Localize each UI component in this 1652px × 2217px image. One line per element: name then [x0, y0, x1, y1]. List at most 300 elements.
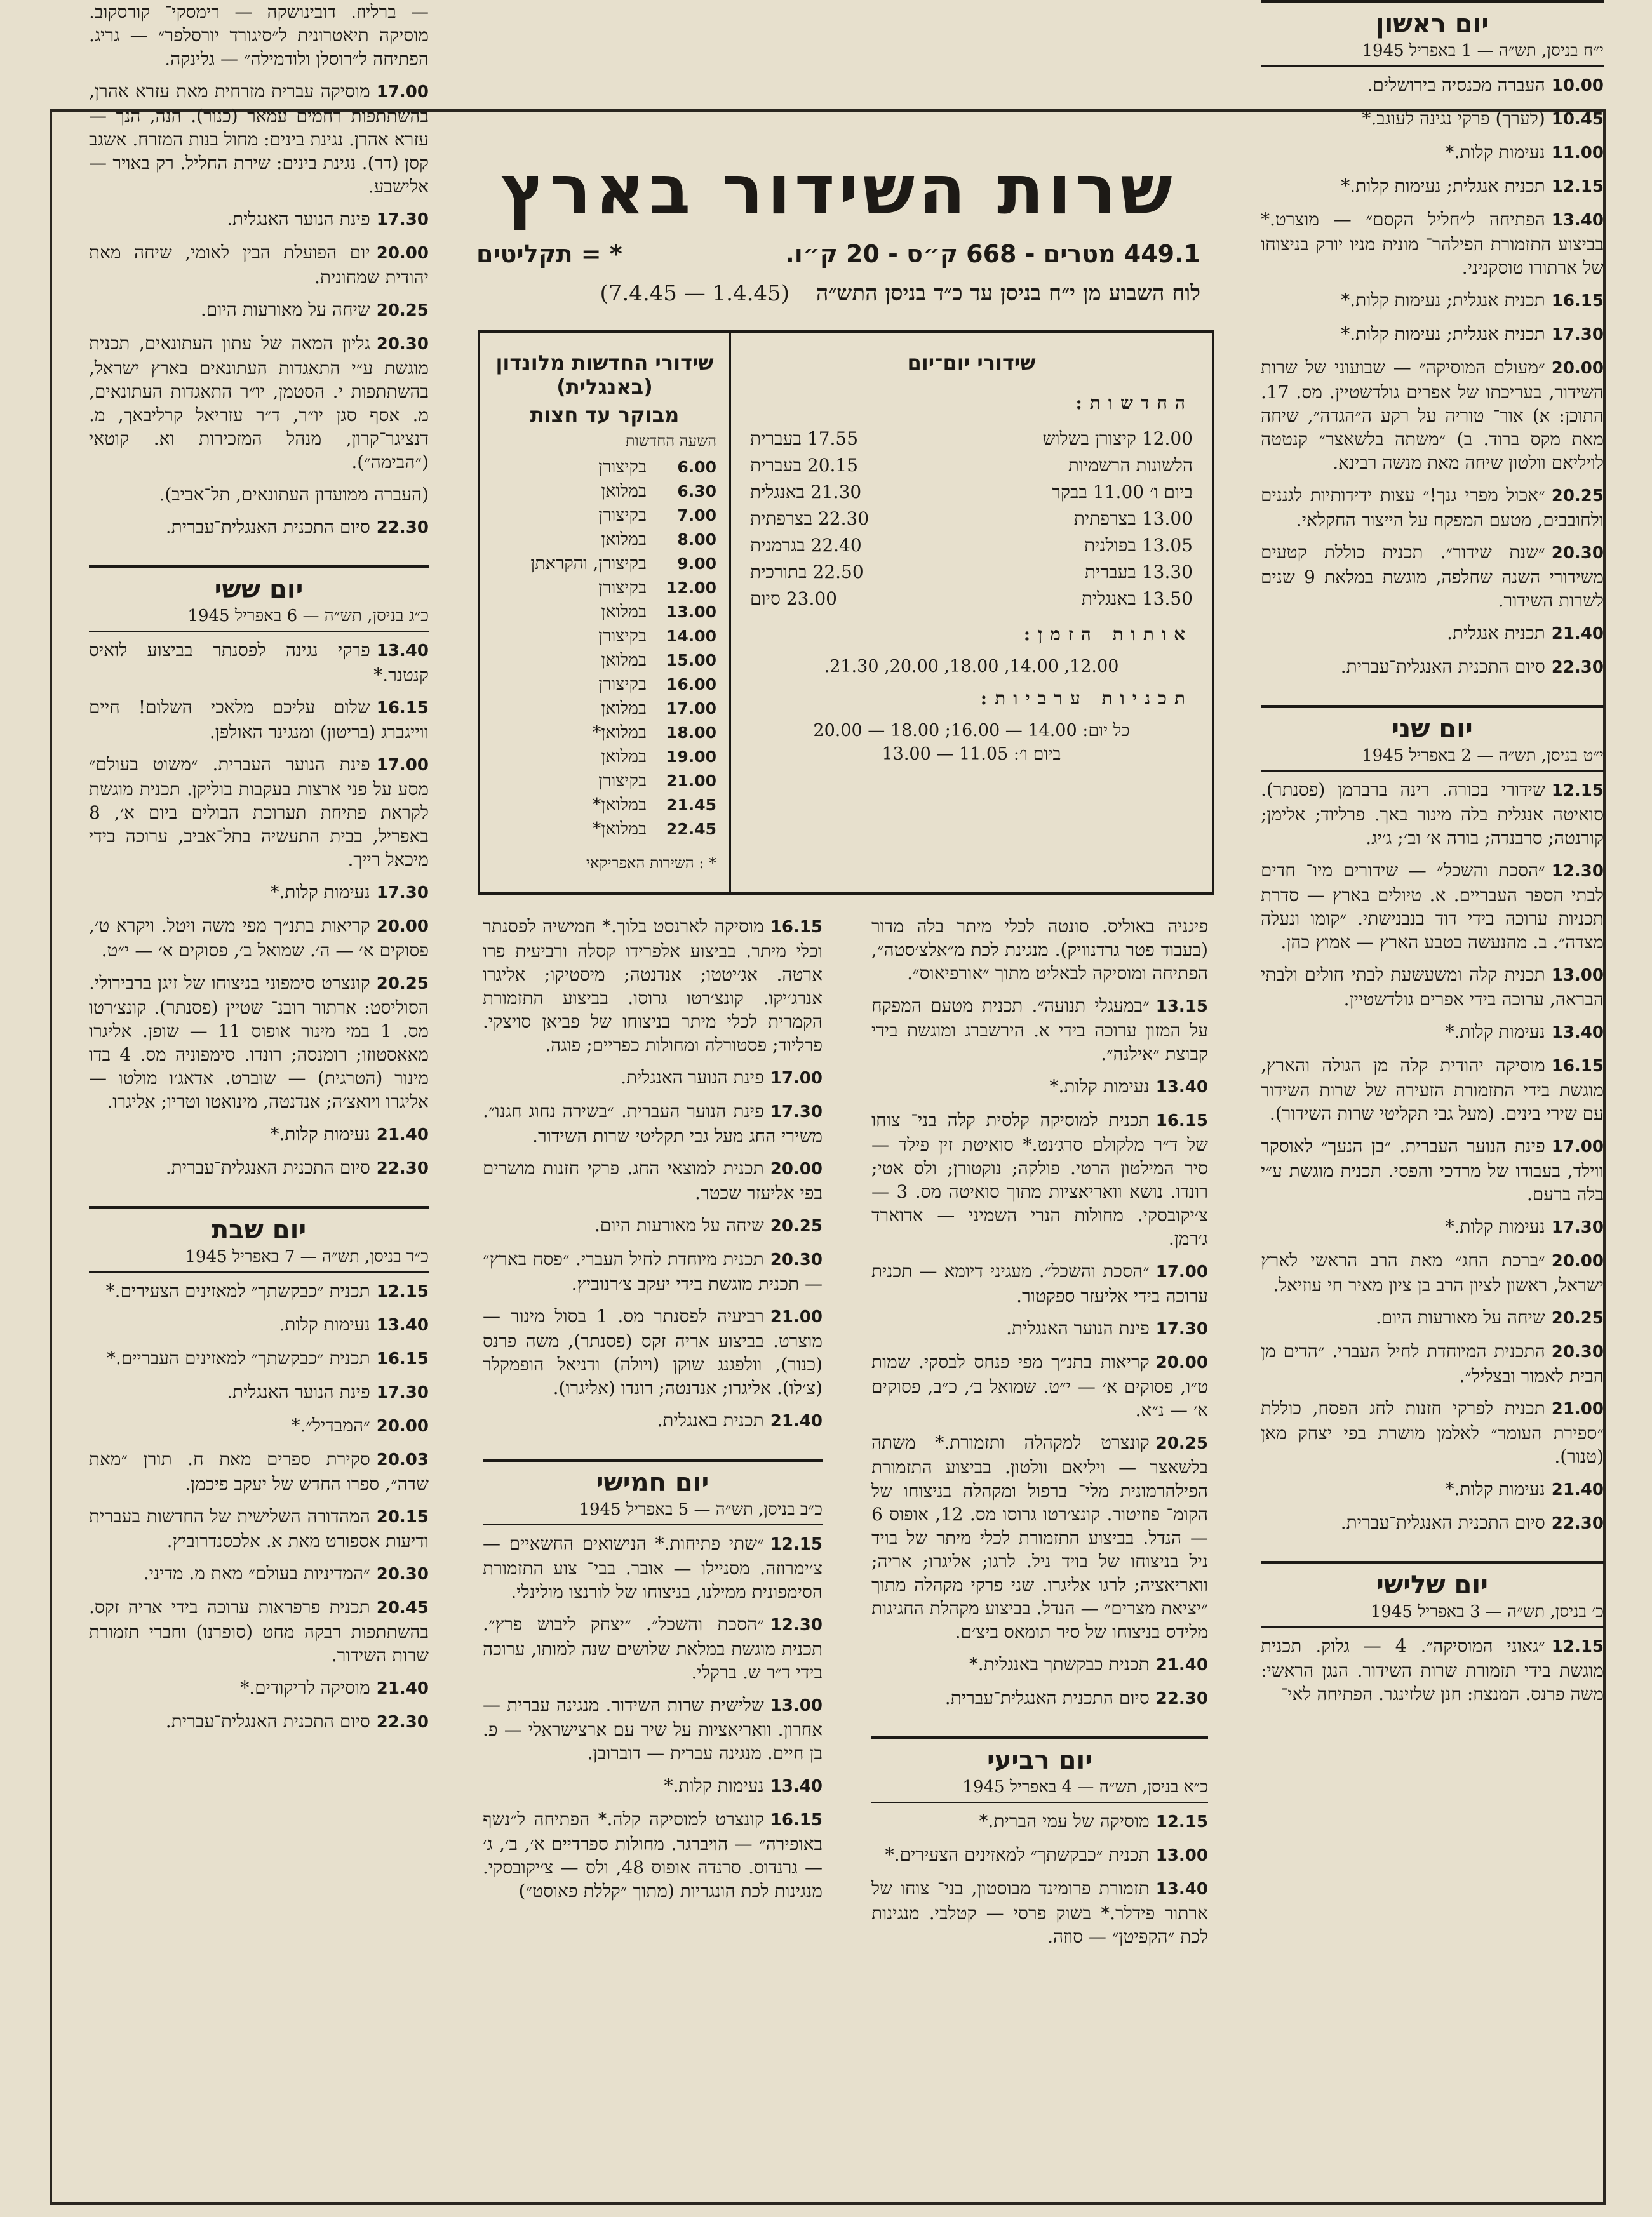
page-title: שרות השידור בארץ — [500, 151, 1176, 230]
program-time: 17.00 — [1155, 1263, 1208, 1282]
london-time: 17.00 — [666, 699, 716, 718]
program-entry — [1261, 540, 1604, 612]
news-row-left: 22.30 בצרפתית — [750, 508, 870, 529]
day-title: יום ששי — [214, 575, 304, 604]
london-row — [493, 817, 716, 841]
program-text: תכנית ״כבקשתך״ למאזינים העבריים.* — [106, 1348, 370, 1369]
news-row-right: 13.05 בפולנית — [1084, 535, 1193, 556]
program-entry — [1261, 1477, 1604, 1502]
program-time: 16.15 — [1155, 1111, 1208, 1130]
london-text: בקיצורן, והקראתן — [530, 554, 647, 573]
london-time: 14.00 — [666, 627, 716, 645]
london-rows — [493, 455, 716, 841]
program-entry — [1261, 1339, 1604, 1388]
program-text: שיחה על מאורעות היום. — [200, 299, 370, 320]
program-time: 20.00 — [1551, 1252, 1604, 1271]
program-text: תכנית אנגלית; נעימות קלות.* — [1341, 323, 1545, 344]
news-row-left: 20.15 בעברית — [750, 455, 859, 476]
london-row — [493, 455, 716, 479]
program-entry — [1261, 73, 1604, 98]
program-time: 16.15 — [770, 918, 823, 937]
day-date: כ״ד בניסן, תש״ה — 7 באפריל 1945 — [89, 1247, 429, 1273]
program-entry — [483, 1693, 823, 1765]
program-entry — [89, 695, 429, 744]
london-row — [493, 769, 716, 793]
london-text: בקיצורן — [598, 457, 647, 477]
program-time: 22.30 — [1155, 1689, 1208, 1708]
program-text: תזמורת פרומינד מבוסטון, בני־ צוחו של ארתור פידלר.* בשוק פרסי — קטלבי. מנגינות לכת ״הקפיטן״ — סוזה. — [871, 1878, 1208, 1947]
london-row — [493, 528, 716, 552]
program-text: יום הפועלת הבין לאומי, שיחה מאת יהודית שמחונית. — [89, 242, 429, 288]
program-text: פינת הנוער העברית. ״בשירה נחוג חגנו״. משירי החג מעל גבי תקליטי שרות השידור. — [483, 1101, 823, 1146]
program-entry — [871, 1686, 1208, 1711]
program-entry — [871, 1652, 1208, 1677]
program-time: 16.15 — [1551, 1057, 1604, 1076]
program-time: 20.30 — [376, 335, 429, 354]
program-text: נעימות קלות.* — [1445, 1478, 1545, 1499]
london-news — [480, 333, 729, 892]
program-entry — [1261, 778, 1604, 850]
day-title: יום ראשון — [1375, 10, 1489, 39]
london-heading: שידורי החדשות מלונדון (באנגלית) — [495, 351, 714, 399]
program-entry — [89, 332, 429, 474]
program-entry — [1261, 1249, 1604, 1297]
news-row — [750, 452, 1193, 479]
program-entry — [89, 638, 429, 687]
program-entry — [871, 1809, 1208, 1834]
program-time: 20.00 — [1155, 1353, 1208, 1372]
program-time: 21.00 — [770, 1308, 823, 1327]
program-time: 12.15 — [1551, 177, 1604, 196]
program-entry — [89, 1346, 429, 1371]
program-time: 16.15 — [376, 699, 429, 718]
program-text: רביעיה לפסנתר מס. 1 בסול מינור — מוצרט. בביצוע אריה זקס (פסנתר), משה פרנס (כנור), וולפגנג שוקן (ויולה) ודניאל הופמקלר (צ׳לו). אליגרו; אנדנטה; רונדו (אליגרו). — [483, 1306, 823, 1398]
news-row-left: 22.40 בגרמנית — [750, 535, 862, 556]
program-entry — [89, 515, 429, 540]
program-time: 22.30 — [1551, 1514, 1604, 1533]
news-row-left: 17.55 בעברית — [750, 428, 859, 449]
news-row-right: הלשונות הרשמיות — [1068, 455, 1193, 476]
program-text: התכנית המיוחדת לחיל העברי. ״הדים מן הבית לאמור ובצליל״. — [1261, 1341, 1604, 1386]
masthead — [470, 146, 1207, 306]
program-text: סיום התכנית האנגלית־עברית. — [165, 516, 370, 537]
column-sunday-monday-tuesday — [1245, 0, 1620, 1715]
program-text: נעימות קלות.* — [1445, 1216, 1545, 1237]
program-text: סיום התכנית האנגלית־עברית. — [1340, 1512, 1545, 1533]
program-time: 12.15 — [1551, 781, 1604, 800]
daily-broadcasts — [729, 333, 1212, 892]
london-time: 19.00 — [666, 747, 716, 766]
program-entry — [89, 914, 429, 962]
program-entry — [89, 1380, 429, 1405]
column-thursday-friday-saturday — [76, 0, 441, 1743]
program-entry — [871, 1350, 1208, 1422]
day-rule — [89, 1206, 429, 1209]
london-time: 21.00 — [666, 772, 716, 790]
program-entry — [1261, 1134, 1604, 1206]
program-time: 12.15 — [1551, 1637, 1604, 1656]
london-text: בקיצורן — [598, 578, 647, 598]
program-entry — [89, 1710, 429, 1734]
program-time: 22.30 — [1551, 658, 1604, 677]
london-row — [493, 479, 716, 504]
program-entry — [1261, 963, 1604, 1011]
program-text: תכנית למוסיקה קלסית קלה בני־ צוחו של ד״ר מלקולם סרג׳נט.* סואיטת זין פילד — סיר המילטון הרטי. פולקה; נוקטורן; ולס אטי; רונדו. נושא וואריאציות מתוך סואיטה מס. 3 — צ׳יקובסקי. מחולות הנרי השמיני — אדוארד ג׳רמן. — [871, 1109, 1208, 1249]
program-time: 10.45 — [1551, 110, 1604, 129]
program-time: 17.30 — [1155, 1320, 1208, 1339]
time-signals: 12.00, 14.00, 18.00, 20.00, 21.30. — [824, 657, 1119, 676]
program-text: תכנית ״כבקשתך״ למאזינים הצעירים.* — [885, 1844, 1150, 1865]
program-entry — [483, 914, 823, 1057]
london-time: 7.00 — [677, 506, 716, 525]
schedule-range: (1.4.45 — 7.4.45) — [600, 281, 789, 306]
program-time: 20.00 — [376, 244, 429, 263]
program-entry — [89, 1313, 429, 1337]
arabic-friday: ביום ו׳: 11.05 — 13.00 — [882, 744, 1061, 764]
program-text: שלישית שרות השידור. מנגינה עברית — אחרון. וואריאציות על שיר עם ארצישראלי — פ. בן חיים. מנגינה עברית — דוברובן. — [483, 1694, 823, 1764]
news-row-right: 13.30 בעברית — [1084, 561, 1193, 582]
program-entry — [483, 1099, 823, 1148]
program-entry — [89, 880, 429, 905]
news-row — [750, 559, 1193, 586]
program-entry — [89, 1504, 429, 1553]
program-time: 17.00 — [376, 756, 429, 775]
day-title: יום חמישי — [596, 1468, 709, 1497]
program-time: 21.40 — [376, 1125, 429, 1144]
program-entry — [483, 1156, 823, 1205]
london-row — [493, 745, 716, 769]
program-time: 13.00 — [1155, 1846, 1208, 1865]
program-time: 21.40 — [376, 1679, 429, 1698]
program-text: מוסיקה לארנסט בלוך.* חמישיה לפסנתר וכלי מיתר. בביצוע אלפרידו קסלה ורביעית פרו ארטה. אג׳יטטו; אנדנטה; מיסטיקו; אליגרו אנרג׳יקו. קונצ׳רטו גרוסו. בביצוע התזמורת הקמרית לכלי מיתר בניצוחו של פביאן סויצקי. פרליוד; פסטורלה ומחולות כפריים; פוגה. — [483, 916, 823, 1055]
program-text: ״שנת שידור״. תכנית כוללת קטעים משידורי השנה שחלפה, מוגשת במלאת 9 שנים לשרות השידור. — [1261, 542, 1604, 611]
london-text: במלואן* — [592, 819, 647, 839]
program-time: 20.30 — [770, 1250, 823, 1269]
program-entry — [871, 1431, 1208, 1644]
program-text: סיום התכנית האנגלית־עברית. — [944, 1687, 1150, 1708]
program-text: מוסיקה יהודית קלה מן הגולה והארץ, מוגשת בידי התזמורת הזעירה של שרות השידור עם שירי בינים. (מעל גבי תקליטי שרות השידור). — [1261, 1055, 1604, 1124]
program-time: 20.03 — [376, 1450, 429, 1470]
program-text: סיום התכנית האנגלית־עברית. — [1340, 656, 1545, 677]
london-text: במלואן — [601, 530, 647, 549]
program-entry — [1261, 140, 1604, 165]
news-row-right: ביום ו׳ 11.00 בבקר — [1052, 481, 1193, 502]
london-row — [493, 600, 716, 624]
program-time: 22.30 — [376, 518, 429, 537]
program-time: 17.00 — [1551, 1137, 1604, 1156]
program-time: 20.45 — [376, 1598, 429, 1618]
program-entry — [89, 1562, 429, 1586]
frequency-line — [476, 240, 1200, 268]
london-text: במלואן — [601, 602, 647, 622]
program-text: נעימות קלות.* — [1049, 1076, 1150, 1097]
program-text: קונצרט למקהלה ותזמורת.* משתה בלשאצר — ויליאם וולטון. בביצוע התזמורת הפילהרמונית מלי־ ברפול ומקהלה בניצוחו של הקומ־ פוזיטור. קונצ׳רטו גרוסו מס. 12, אופוס 6 — הנדל. בביצוע התזמורת לכלי מיתר של בויד ניל בניצוחו של בויד ניל. לרגו; אליגרו; אריה; וואריאציה; לרגו אליגרו. שני פרקי מקהלה מתוך ״יציאת מצרים״ — הנדל. בביצוע מקהלת החגיגות מלידס בניצוחו של סיר תומאס ביצ׳ם. — [871, 1432, 1208, 1642]
day-date: י״ט בניסן, תש״ה — 2 באפריל 1945 — [1261, 746, 1604, 772]
day-title: יום שני — [1392, 714, 1473, 744]
program-time: 13.40 — [770, 1777, 823, 1796]
program-entry — [1261, 174, 1604, 199]
program-text: ״המבדיל״.* — [291, 1415, 370, 1436]
program-text: פרקי נגינה לפסנתר בביצוע לואיס קנטנר.* — [89, 640, 429, 685]
program-time: 13.40 — [376, 1316, 429, 1335]
daily-heading: שידורי יום־יום — [907, 351, 1036, 375]
program-text: תכנית אנגלית; נעימות קלות.* — [1341, 290, 1545, 311]
london-time: 15.00 — [666, 651, 716, 669]
program-time: 20.25 — [1155, 1434, 1208, 1453]
program-time: 20.00 — [376, 1417, 429, 1436]
program-entry — [1261, 1511, 1604, 1536]
program-text: ״מעולם המוסיקה״ — שבועוני של שרות השידור, בעריכתו של אפרים גולדשטיין. מס. 17. התוכן: א) אור־ טוריה על רקע ה״הגדה״, שיחה מאת מקס ברוד. ב) ״משתה בלשאצר״ קנטטה לויליאם וולטון שיחה מאת מנשה רבינא. — [1261, 357, 1604, 473]
news-row — [750, 425, 1193, 452]
program-time: 17.30 — [770, 1102, 823, 1122]
program-text: נעימות קלות.* — [1445, 1021, 1545, 1042]
program-entry — [871, 1316, 1208, 1341]
london-row — [493, 504, 716, 528]
program-entry — [1261, 1397, 1604, 1468]
program-entry — [483, 1409, 823, 1433]
program-entry — [1261, 655, 1604, 680]
program-text: נעימות קלות.* — [664, 1775, 764, 1796]
program-entry — [1261, 483, 1604, 532]
london-text: במלואן* — [592, 723, 647, 742]
day-title: יום שבת — [211, 1216, 307, 1245]
program-entry — [89, 241, 429, 289]
london-time: 16.00 — [666, 675, 716, 693]
program-text: סיום התכנית האנגלית־עברית. — [165, 1157, 370, 1178]
program-time: 21.00 — [1551, 1400, 1604, 1419]
day-rule — [1261, 1561, 1604, 1564]
program-time: 11.00 — [1551, 144, 1604, 163]
london-row — [493, 673, 716, 697]
program-time: 17.30 — [1551, 1218, 1604, 1237]
program-text: נעימות קלות.* — [270, 881, 370, 902]
program-time: 17.30 — [376, 210, 429, 229]
program-entry — [89, 1122, 429, 1147]
london-col-header: השעה החדשות — [625, 432, 716, 450]
program-time: 20.30 — [1551, 544, 1604, 563]
arabic-heading: תכניות ערביות: — [980, 688, 1193, 709]
program-time: 17.30 — [1551, 325, 1604, 344]
program-text: תכנית ״כבקשתך״ למאזינים הצעירים.* — [105, 1280, 370, 1301]
program-entry — [483, 1807, 823, 1903]
day-title: יום רביעי — [987, 1746, 1092, 1775]
news-rows — [750, 425, 1193, 612]
program-entry — [1261, 1020, 1604, 1045]
program-text: תכנית פרפראות ערוכה בידי אריה זקס. בהשתתפות רבקה מחט (סופרנו) וחברי תזמורת שרות השידור. — [89, 1597, 429, 1666]
program-text: (העברה ממועדון העתונאים, תל־אביב). — [159, 484, 429, 505]
program-time: 12.30 — [770, 1616, 823, 1635]
program-entry — [483, 1304, 823, 1400]
program-time: 13.40 — [1155, 1078, 1208, 1097]
program-entry — [871, 914, 1208, 985]
london-text: במלואן* — [592, 795, 647, 815]
news-row — [750, 586, 1193, 612]
news-row-right: 13.50 באנגלית — [1081, 588, 1193, 609]
london-time: 6.00 — [677, 458, 716, 476]
program-time: 20.25 — [376, 974, 429, 993]
day-date: כ״א בניסן, תש״ה — 4 באפריל 1945 — [871, 1778, 1208, 1803]
program-text: פינת הנוער האנגלית. — [621, 1067, 764, 1088]
program-entry — [89, 1414, 429, 1438]
news-row-left: 21.30 באנגלית — [750, 481, 862, 502]
program-text: ״הסכת והשכל״. מעגיני דיומא — תכנית ערוכה בידי אליעזר ספקטור. — [871, 1261, 1208, 1306]
day-date: כ״ב בניסן, תש״ה — 5 באפריל 1945 — [483, 1500, 823, 1525]
program-time: 12.15 — [770, 1535, 823, 1554]
program-time: 21.40 — [770, 1412, 823, 1431]
program-text: הפתיחה ל״חליל הקסם״ — מוצרט.* בביצוע התזמורת הפילהר־ מונית מניו יורק בניצוחו של ארתורו טוסקניני. — [1261, 209, 1604, 278]
london-time: 18.00 — [666, 723, 716, 742]
program-entry — [89, 1279, 429, 1304]
program-time: 22.30 — [376, 1159, 429, 1178]
program-text: ״הסכת והשכל״ — שידורים מיו־ חדים לבתי הספר העבריים. א. טיולים בארץ — סדרת תכניות ערוכה בידי דוד בנבנישתי. ״קומו ונעלה מצדה״. ב. מהנעשה בטבע הארץ — אמוץ כהן. — [1261, 860, 1604, 953]
program-time: 21.40 — [1551, 624, 1604, 643]
program-text: קריאות בתנ״ך מפי פנחס לבסקי. שמות ט״ו, פסוקים א׳ — י״ט. שמואל ב׳, כ״ב, פסוקים א׳ — נ״א. — [871, 1351, 1208, 1421]
program-text: פינת הנוער העברית. ״משוט בעולם״ מסע על פני ארצות בעקבות בוליקן. תכנית מוגשת לקראת פתיחת תערוכת הבולים ביום א׳, 8 באפריל, בבית התעשיה בתל־אביב, ערוכה בידי מיכאל רייך. — [89, 754, 429, 870]
program-text: פינת הנוער האנגלית. — [1006, 1318, 1150, 1339]
program-entry — [89, 971, 429, 1113]
program-time: 20.00 — [770, 1160, 823, 1179]
program-time: 10.00 — [1551, 76, 1604, 95]
london-text: במלואן — [601, 481, 647, 501]
program-text: תכנית קלה ומשעשעת לבתי חולים ולבתי הבראה, ערוכה בידי אפרים גולדשטיין. — [1261, 964, 1604, 1010]
london-time: 8.00 — [677, 530, 716, 549]
news-row — [750, 479, 1193, 506]
program-entry — [1261, 208, 1604, 279]
program-text: (לערך) פרקי נגינה לעוגב.* — [1362, 108, 1545, 129]
program-entry — [89, 1595, 429, 1667]
london-subheading: מבוקר עד חצות — [530, 403, 680, 427]
news-row-right: 12.00 קיצורן בשלוש — [1042, 428, 1193, 449]
london-text: במלואן — [601, 699, 647, 718]
program-text: נעימות קלות.* — [1445, 142, 1545, 163]
program-text: סיום התכנית האנגלית־עברית. — [165, 1711, 370, 1732]
program-text: — ברליוז. דובינושקה — רימסקי־ קורסקוב. מוסיקה תיאטרונית ל״סיגורד יורסלפר״ — גריג. הפתיחה ל״רוסלן ולודמילה״ — גלינקה. — [89, 1, 429, 69]
day-rule — [483, 1459, 823, 1462]
london-time: 13.00 — [666, 603, 716, 621]
program-entry — [1261, 1215, 1604, 1240]
program-time: 21.40 — [1551, 1480, 1604, 1499]
london-row — [493, 648, 716, 673]
london-time: 9.00 — [677, 554, 716, 573]
program-text: תכנית אנגלית. — [1446, 622, 1545, 643]
program-time: 12.30 — [1551, 862, 1604, 881]
program-text: פיגניה באוליס. סונטה לכלי מיתר בלה מדור (בעבוד פטר גרדנוויק). מנגינת לכת מ״אלצ׳סטה״, הפתיחה ומוסיקה לבאליט מתוך ״אורפיאוס״. — [871, 916, 1208, 984]
program-time: 20.25 — [1551, 1309, 1604, 1328]
program-time: 17.30 — [376, 883, 429, 902]
program-time: 20.00 — [376, 917, 429, 936]
program-text: פינת הנוער האנגלית. — [227, 1381, 370, 1402]
day-rule — [871, 1736, 1208, 1739]
news-row-left: 23.00 סיום — [750, 588, 837, 609]
program-time: 20.00 — [1551, 359, 1604, 378]
london-text: במלואן — [601, 650, 647, 670]
day-date: י״ח בניסן, תש״ה — 1 באפריל 1945 — [1261, 41, 1604, 67]
program-text: תכנית מיוחדת לחיל העברי. ״פסח בארץ״ — תכנית מוגשת בידי יעקב צ׳רנוביץ. — [483, 1249, 823, 1294]
program-text: תכנית כבקשתך באנגלית.* — [969, 1654, 1150, 1675]
daily-broadcasts-box — [478, 330, 1214, 895]
program-time: 20.25 — [770, 1217, 823, 1236]
london-row — [493, 697, 716, 721]
program-text: קונצרט סימפוני בניצוחו של זיגן ברבירולי. הסוליסט: ארתור רובנ־ שטיין (פסנתר). קונצ׳רטו מס. 1 במי מינור אופוס 11 — שופן. אליגרו מאאסטוזו; רומנסה; רונדו. סימפוניה מס. 4 בדו מינור (הטרגית) — שוברט. אדאג׳ו מולטו — אליגרו ויואצ׳ה; אנדנטה, מינואטו וטריו; אליגרו. — [89, 972, 429, 1112]
program-entry — [483, 1066, 823, 1090]
london-row — [493, 576, 716, 600]
london-footnote: * : השירות האפריקאי — [586, 854, 716, 872]
program-text: קריאות בתנ״ך מפי משה ויטל. ויקרא ט׳, פסוקים א׳ — ה׳. שמואל ב׳, פסוקים א׳ — י״ט. — [89, 915, 429, 961]
news-heading: החדשות: — [1075, 392, 1193, 413]
program-entry — [871, 1108, 1208, 1250]
program-text: ״הסכת והשכל״. ״יצחק ליבוש פרץ״. תכנית מוגשת במלאת שלושים שנה למותו, ערוכה בידי ד״ר ש. ברקלי. — [483, 1614, 823, 1683]
program-time: 13.15 — [1155, 997, 1208, 1016]
london-time: 21.45 — [666, 796, 716, 814]
day-rule — [89, 565, 429, 568]
london-row — [493, 552, 716, 576]
program-entry — [1261, 107, 1604, 131]
london-text: בקיצורן — [598, 771, 647, 791]
arabic-daily: כל יום: 14.00 — 16.00; 18.00 — 20.00 — [813, 721, 1130, 740]
program-text: ״שתי פתיחות.* הנישואים החשאיים — צ׳ימרוזה. מסניילו — אובר. בבי־ צוע התזמורת הסימפונית ממילנו, בניצוחו של לורנצו מולינלי. — [483, 1533, 823, 1602]
london-text: בקיצורן — [598, 506, 647, 525]
time-signals-heading: אותות הזמן: — [1023, 624, 1193, 645]
program-entry — [89, 483, 429, 506]
news-row-left: 22.50 בתורכית — [750, 561, 864, 582]
frequency-info: 449.1 מטרים - 668 ק״ס - 20 ק״ו. — [785, 240, 1200, 268]
day-date: כ״ג בניסן, תש״ה — 6 באפריל 1945 — [89, 606, 429, 632]
program-entry — [1261, 322, 1604, 347]
program-text: ״במעגלי תנועה״. תכנית מטעם המפקח על המזון ערוכה בידי א. הירשברג ומוגשת בידי קבוצת ״אילנה״. — [871, 995, 1208, 1064]
program-entry — [871, 1259, 1208, 1308]
news-row — [750, 506, 1193, 532]
london-text: במלואן — [601, 747, 647, 767]
program-entry — [483, 1247, 823, 1296]
program-entry — [1261, 356, 1604, 474]
program-entry — [1261, 1634, 1604, 1706]
program-entry — [871, 1075, 1208, 1099]
london-row — [493, 624, 716, 648]
program-entry — [1261, 1306, 1604, 1330]
program-time: 12.15 — [1155, 1812, 1208, 1832]
program-entry — [89, 298, 429, 323]
program-time: 20.30 — [376, 1565, 429, 1584]
program-entry — [89, 753, 429, 871]
program-text: סקירת ספרים מאת ח. תורן ״מאת שדה״, ספרו החדש של יעקב פיכמן. — [89, 1449, 429, 1494]
program-entry — [1261, 621, 1604, 646]
program-text: מוסיקה לריקודים.* — [240, 1677, 370, 1698]
program-text: תכנית למוצאי החג. פרקי חזנות מושרים בפי אליעזר שכטר. — [483, 1158, 823, 1203]
program-entry — [1261, 1054, 1604, 1125]
program-text: תכנית באנגלית. — [657, 1410, 764, 1431]
program-entry — [89, 1156, 429, 1181]
program-entry — [483, 1214, 823, 1238]
program-time: 16.15 — [1551, 291, 1604, 311]
program-entry — [89, 0, 429, 70]
column-wednesday-thursday — [470, 914, 835, 1912]
program-time: 12.15 — [376, 1282, 429, 1301]
program-entry — [871, 1877, 1208, 1948]
program-entry — [483, 1612, 823, 1684]
schedule-line — [476, 281, 1200, 306]
day-rule — [1261, 0, 1604, 3]
program-text: שלום עליכם מלאכי השלום! חיים ווייגברג (בריטון) ומנגינר האולפן. — [89, 697, 429, 742]
london-time: 22.45 — [666, 820, 716, 838]
program-text: קונצרט למוסיקה קלה.* הפתיחה ל״נשף באופירה״ — הויברגר. מחולות ספרדיים א׳, ב׳, ג׳ — גרנדוס. סרנדה אופוס 48, ולס — צ׳יקובסקי. מנגינות לכת הונגריות (מתוך ״קללת פאוסט״) — [483, 1809, 823, 1901]
news-row-right: 13.00 בצרפתית — [1073, 508, 1193, 529]
program-entry — [871, 994, 1208, 1066]
london-text: בקיצורן — [598, 626, 647, 646]
london-row — [493, 721, 716, 745]
records-legend: * = תקליטים — [476, 240, 622, 268]
program-entry — [483, 1774, 823, 1798]
program-text: שיחה על מאורעות היום. — [1375, 1307, 1545, 1328]
